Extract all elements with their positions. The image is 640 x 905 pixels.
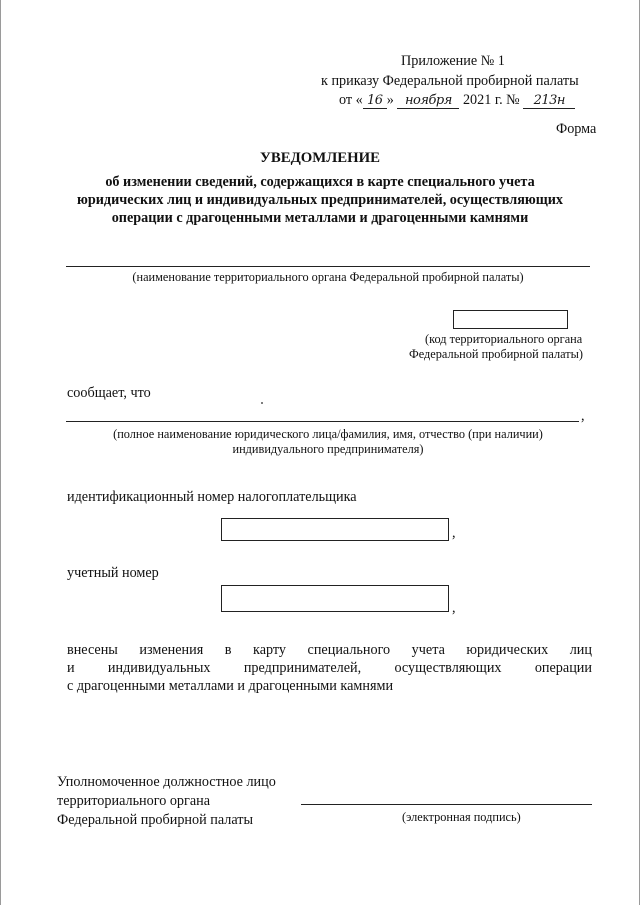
word: изменения [139, 642, 204, 658]
word: индивидуальных [107, 660, 211, 676]
word: юридических [466, 642, 549, 658]
title-line-2: юридических лиц и индивидуальных предпринимателей, осуществляющих [76, 192, 564, 208]
inn-comma: , [452, 525, 456, 541]
word: внесены [67, 642, 118, 658]
account-number-label: учетный номер [67, 565, 159, 581]
reports-that-label: сообщает, что [67, 385, 151, 401]
official-title-line-1: Уполномоченное должностное лицо [57, 774, 276, 790]
account-number-comma: , [452, 600, 456, 616]
territorial-code-caption-2: Федеральной пробирной палаты) [409, 347, 583, 361]
word: предпринимателей, [243, 660, 362, 676]
word: лиц [569, 642, 592, 658]
inn-field[interactable] [221, 518, 449, 541]
word: специального [307, 642, 391, 658]
word: и [67, 660, 75, 676]
order-month: ноября [397, 93, 459, 109]
word: в [224, 642, 232, 658]
signature-line [301, 804, 592, 805]
word: операции [534, 660, 592, 676]
changes-line-1 [67, 641, 592, 659]
entity-name-line [66, 421, 579, 422]
changes-line-3: с драгоценными металлами и драгоценными камнями [67, 678, 394, 694]
official-title-line-2: территориального органа [57, 793, 211, 809]
title-line-3: операции с драгоценными металлами и драгоценными камнями [111, 210, 529, 226]
entity-caption-line-1: (полное наименование юридического лица/фамилия, имя, отчество (при наличии) [113, 427, 543, 441]
entity-name-comma: , [581, 408, 585, 424]
order-day: 16 [363, 93, 387, 109]
territorial-code-caption-1: (код территориального органа [425, 332, 583, 346]
order-number: 213н [523, 93, 575, 109]
form-label: Форма [556, 121, 597, 137]
territorial-code-field[interactable] [453, 310, 568, 329]
changes-line-2 [67, 659, 592, 677]
signature-caption: (электронная подпись) [402, 810, 521, 824]
word: карту [253, 642, 287, 658]
word: учета [411, 642, 445, 658]
date-quote-close: » [386, 92, 394, 108]
document-title: УВЕДОМЛЕНИЕ [259, 150, 381, 166]
date-prefix: от « [339, 92, 363, 108]
entity-caption-line-2: индивидуального предпринимателя) [232, 442, 424, 456]
scan-speck [261, 402, 263, 404]
order-date-line [339, 91, 575, 109]
territorial-name-line [66, 266, 590, 267]
title-line-1: об изменении сведений, содержащихся в карте специального учета [105, 174, 535, 190]
territorial-name-caption: (наименование территориального органа Федеральной пробирной палаты) [132, 270, 524, 284]
word: осуществляющих [394, 660, 502, 676]
appendix-label: Приложение № 1 [401, 53, 505, 69]
inn-label: идентификационный номер налогоплательщика [67, 489, 357, 505]
order-year-number-label: 2021 г. № [462, 92, 520, 108]
official-title-line-3: Федеральной пробирной палаты [57, 812, 253, 828]
order-reference: к приказу Федеральной пробирной палаты [321, 73, 579, 89]
account-number-field[interactable] [221, 585, 449, 612]
